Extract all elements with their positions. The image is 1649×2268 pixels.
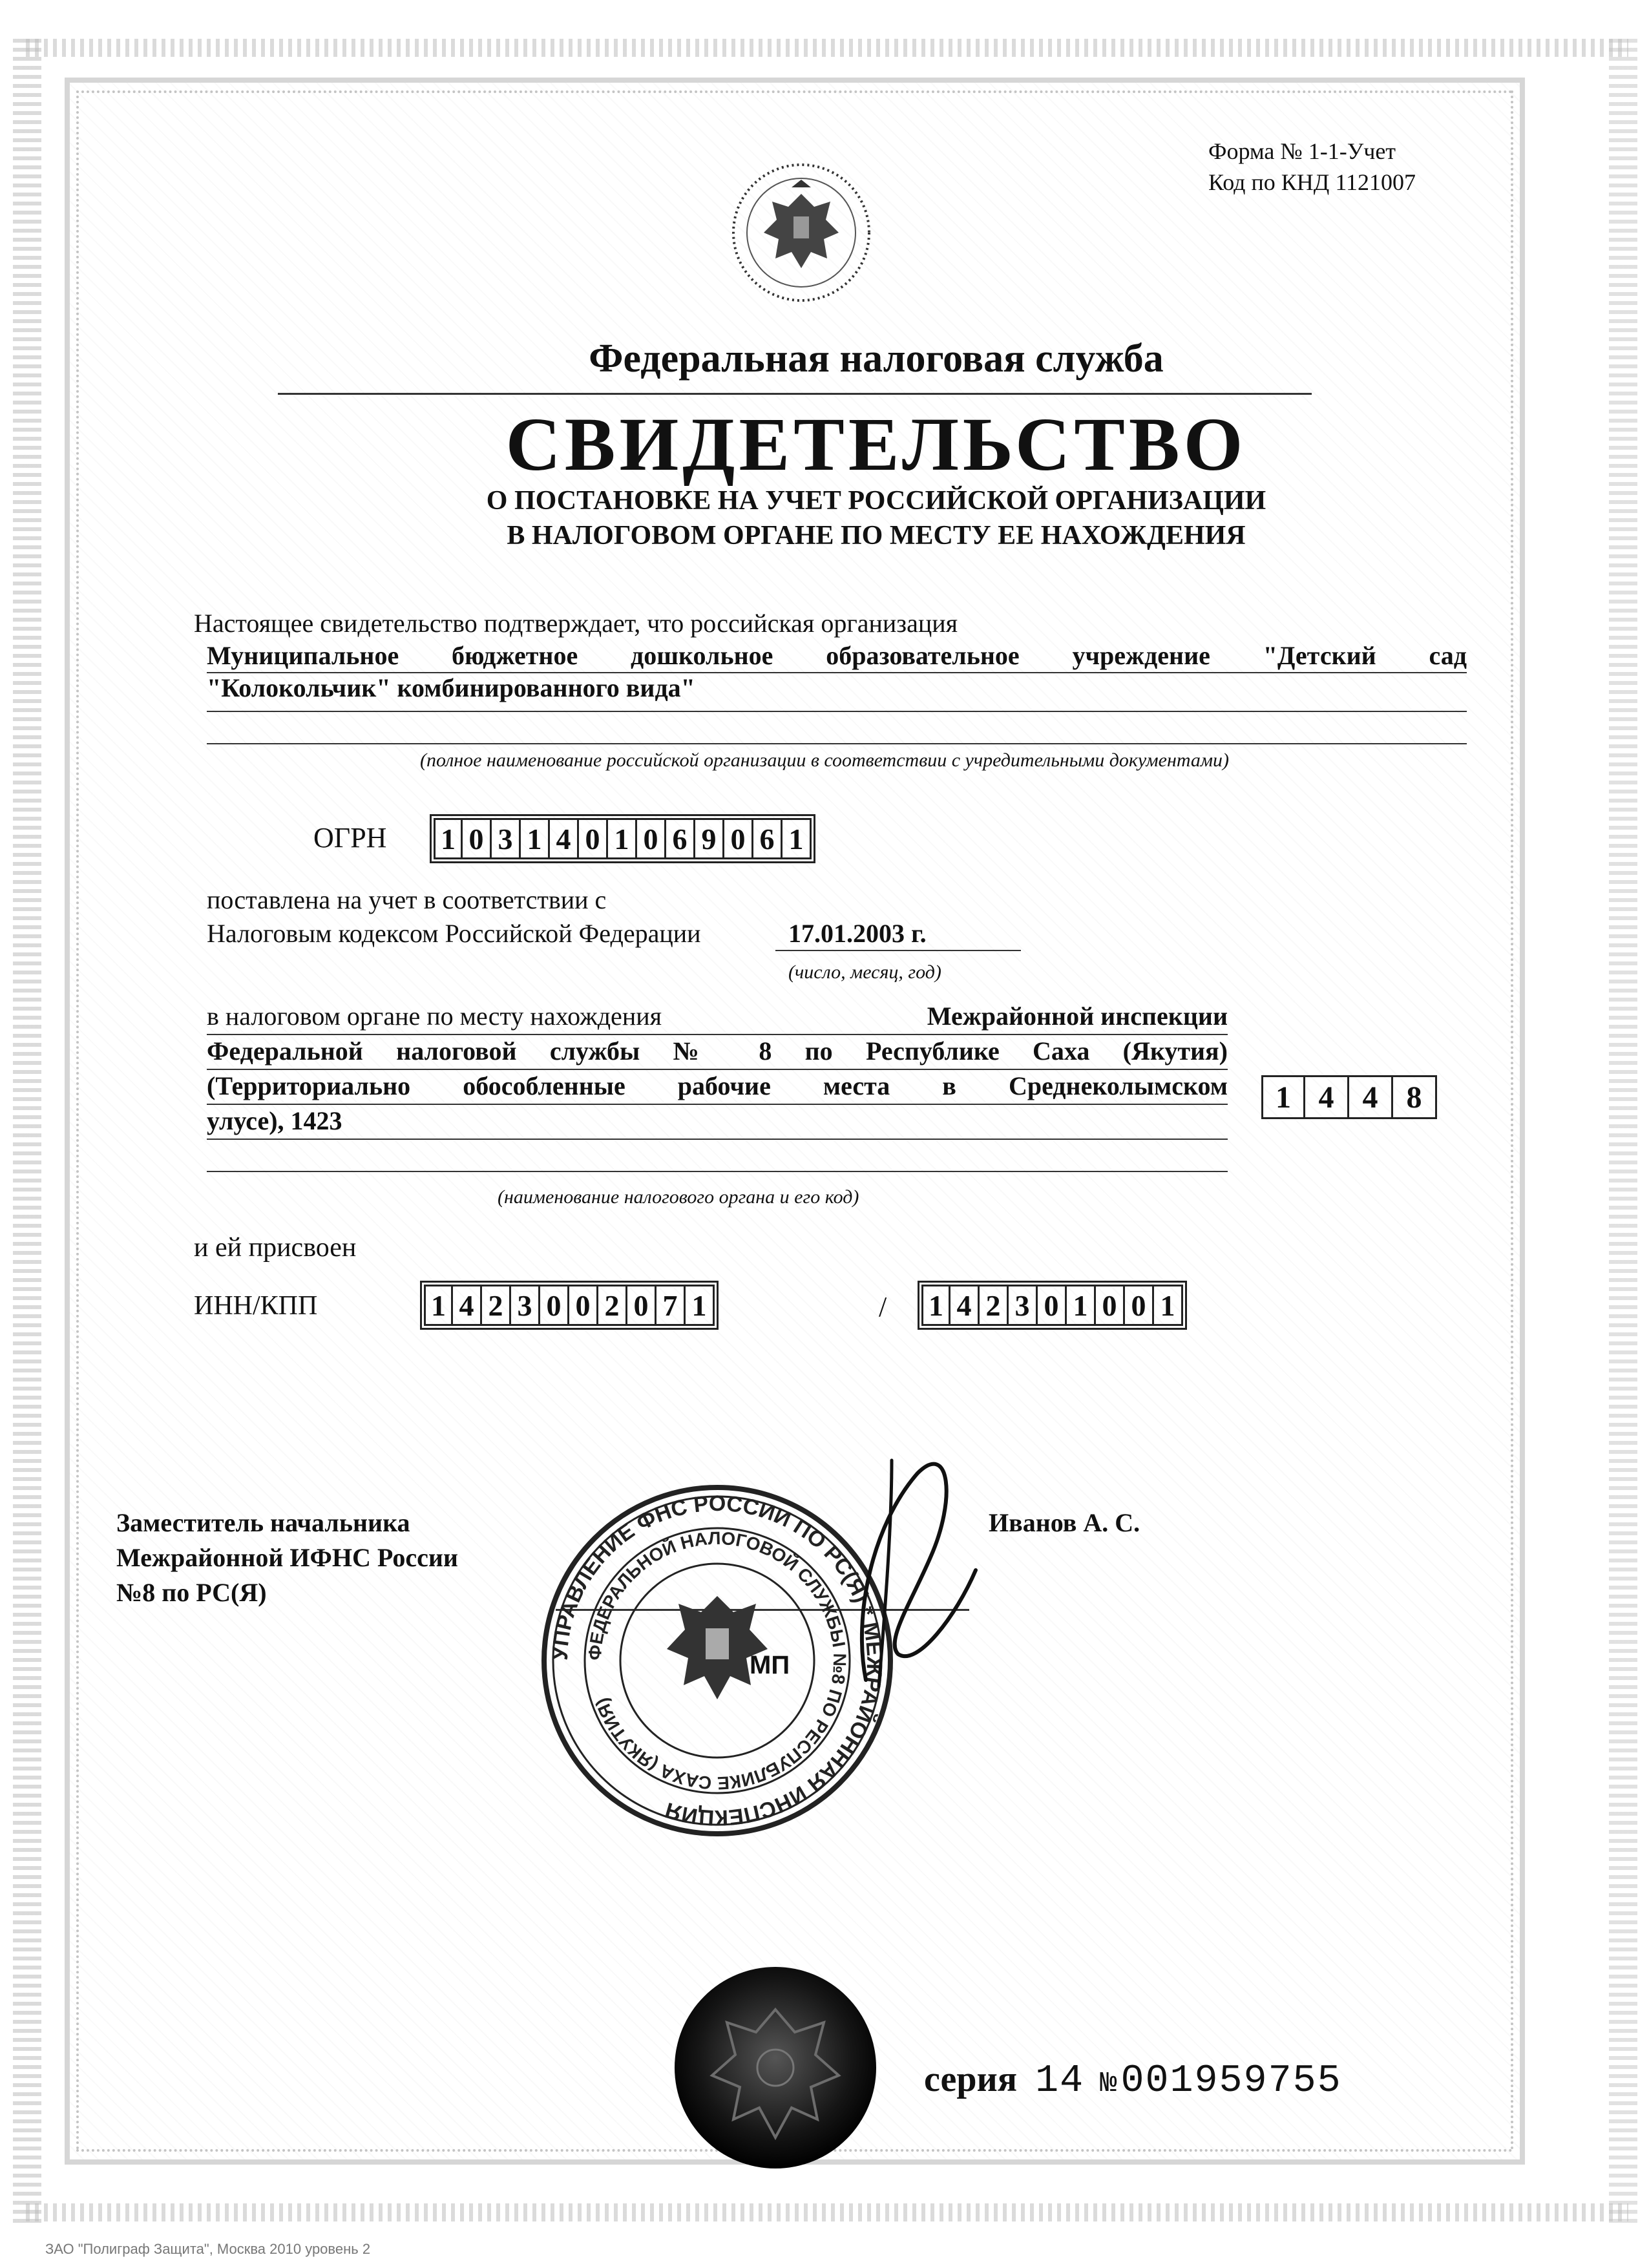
tax-authority-line4: улусе), 1423: [207, 1106, 342, 1135]
kpp-digit: 3: [1009, 1285, 1038, 1326]
tax-authority-underline-5: [207, 1171, 1228, 1172]
tax-authority-code-digit: 8: [1393, 1075, 1437, 1119]
inn-digit: 1: [424, 1285, 453, 1326]
issuer-name: Федеральная налоговая служба: [589, 337, 1164, 381]
kpp-digit: 1: [921, 1285, 951, 1326]
inn-digit: 7: [656, 1285, 686, 1326]
signatory-position-line1: Заместитель начальника: [116, 1508, 410, 1537]
org-name-caption: (полное наименование российской организации в соответствии с учредительными документами): [419, 750, 1230, 771]
registration-date: 17.01.2003 г.: [788, 919, 927, 948]
ogrn-digit: 0: [724, 818, 753, 859]
tax-authority-code-boxes: [1261, 1075, 1437, 1119]
inn-digit: 3: [511, 1285, 540, 1326]
org-name-line2: "Колокольчик" комбинированного вида": [207, 673, 695, 702]
registration-line2: Налоговым кодексом Российской Федерации: [207, 919, 701, 948]
knd-code: Код по КНД 1121007: [1208, 169, 1416, 195]
document-subtitle-line1: О ПОСТАНОВКЕ НА УЧЕТ РОССИЙСКОЙ ОРГАНИЗАЦИИ: [486, 486, 1266, 516]
handwritten-signature: [827, 1447, 1021, 1693]
kpp-digit: 1: [1154, 1285, 1183, 1326]
registration-line1: поставлена на учет в соответствии с: [207, 885, 607, 914]
ogrn-digit: 4: [550, 818, 579, 859]
ogrn-digit: 0: [637, 818, 666, 859]
inn-digit: 4: [453, 1285, 482, 1326]
inn-kpp-separator: /: [879, 1291, 887, 1323]
inn-boxes: [420, 1281, 719, 1330]
inn-digit: 1: [686, 1285, 715, 1326]
ogrn-digit: 3: [492, 818, 521, 859]
kpp-digit: 1: [1067, 1285, 1096, 1326]
ogrn-digit: 0: [579, 818, 608, 859]
signatory-position: [116, 1506, 458, 1610]
ogrn-digit: 1: [608, 818, 637, 859]
signatory-position-line3: №8 по РС(Я): [116, 1578, 267, 1607]
tax-authority-caption: (наименование налогового органа и его код): [498, 1186, 859, 1208]
ogrn-label: ОГРН: [313, 822, 387, 854]
inn-digit: 2: [598, 1285, 627, 1326]
kpp-digit: 0: [1125, 1285, 1154, 1326]
kpp-digit: 0: [1096, 1285, 1125, 1326]
ogrn-boxes: [430, 814, 815, 863]
tax-authority-code-digit: 4: [1349, 1075, 1393, 1119]
tax-authority-underline-3: [207, 1104, 1228, 1105]
document-title: СВИДЕТЕЛЬСТВО: [505, 402, 1247, 487]
form-number: Форма № 1-1-Учет: [1208, 138, 1396, 164]
registration-date-caption: (число, месяц, год): [788, 961, 941, 983]
org-name-underline-2: [207, 711, 1467, 712]
tax-authority-underline-4: [207, 1139, 1228, 1140]
printer-footnote: ЗАО "Полиграф Защита", Москва 2010 уровень 2: [45, 2241, 371, 2257]
ogrn-digit: 1: [782, 818, 812, 859]
serial-block: [924, 2059, 1342, 2103]
inn-kpp-label: ИНН/КПП: [194, 1291, 318, 1321]
issuer-underline: [278, 393, 1312, 395]
kpp-digit: 2: [980, 1285, 1009, 1326]
inn-digit: 2: [482, 1285, 511, 1326]
tax-authority-code-digit: 4: [1305, 1075, 1349, 1119]
document-subtitle-line2: В НАЛОГОВОМ ОРГАНЕ ПО МЕСТУ ЕЕ НАХОЖДЕНИЯ: [507, 521, 1246, 551]
tax-authority-line1: [207, 1000, 1228, 1033]
seal-mp-mark: МП: [750, 1651, 790, 1679]
ogrn-digit: 0: [463, 818, 492, 859]
hologram-emblem: [672, 1964, 879, 2171]
intro-text: Настоящее свидетельство подтверждает, что российская организация: [194, 609, 958, 638]
inn-digit: 0: [569, 1285, 598, 1326]
tax-authority-line2: Федеральной налоговой службы № 8 по Республике Саха (Якутия): [207, 1036, 1228, 1066]
tax-authority-code-digit: 1: [1261, 1075, 1305, 1119]
inn-digit: 0: [627, 1285, 656, 1326]
registration-date-underline: [775, 950, 1021, 951]
kpp-boxes: [918, 1281, 1187, 1330]
coat-of-arms-emblem: [724, 155, 879, 310]
org-name-line1: Муниципальное бюджетное дошкольное образовательное учреждение "Детский сад: [207, 641, 1467, 670]
ogrn-digit: 9: [695, 818, 724, 859]
inn-digit: 0: [540, 1285, 569, 1326]
security-border-bottom: [26, 2203, 1628, 2221]
security-border-top: [26, 39, 1628, 57]
seal-outer-text: УПРАВЛЕНИЕ ФНС РОССИИ ПО РС(Я) * МЕЖРАЙОННАЯ ИНСПЕКЦИЯ: [547, 1491, 887, 1831]
signatory-position-line2: Межрайонной ИФНС России: [116, 1543, 458, 1572]
seal-inner-text: ФЕДЕРАЛЬНОЙ НАЛОГОВОЙ СЛУЖБЫ №8 ПО РЕСПУБЛИКЕ САХА (ЯКУТИЯ): [584, 1528, 850, 1794]
serial-label: серия: [924, 2059, 1018, 2099]
assigned-label: и ей присвоен: [194, 1233, 357, 1263]
tax-authority-name-part1: Межрайонной инспекции: [927, 1002, 1228, 1031]
serial-series: 14: [1035, 2059, 1085, 2103]
kpp-digit: 0: [1038, 1285, 1067, 1326]
ogrn-digit: 1: [434, 818, 463, 859]
org-name-underline-3: [207, 743, 1467, 744]
serial-number: 001959755: [1120, 2059, 1342, 2103]
ogrn-digit: 1: [521, 818, 550, 859]
serial-number-prefix: №: [1100, 2068, 1119, 2100]
ogrn-digit: 6: [666, 818, 695, 859]
form-number-block: [1208, 136, 1416, 198]
tax-authority-lead: в налоговом органе по месту нахождения: [207, 1002, 662, 1031]
signatory-name: Иванов А. С.: [989, 1508, 1140, 1537]
tax-authority-line3: (Территориально обособленные рабочие места в Среднеколымском: [207, 1071, 1228, 1100]
ogrn-digit: 6: [753, 818, 782, 859]
kpp-digit: 4: [951, 1285, 980, 1326]
